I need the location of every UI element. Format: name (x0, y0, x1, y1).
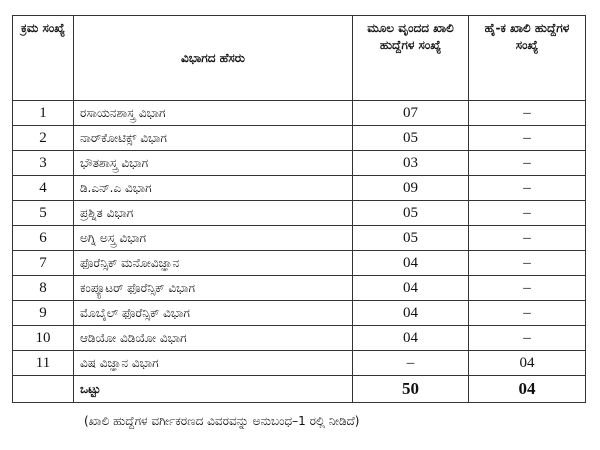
department-name-cell: ಮೊಬೈಲ್ ಫೊರೆನ್ಸಿಕ್ ವಿಭಾಗ (74, 301, 353, 326)
table-row (13, 326, 586, 351)
hk-vacancies-cell: – (469, 276, 586, 301)
table-header-row (13, 16, 586, 101)
hk-vacancies-cell: – (469, 301, 586, 326)
department-name-cell: ಪ್ರಶ್ನಿತ ವಿಭಾಗ (74, 201, 353, 226)
table-row (13, 301, 586, 326)
header-original-vacancies: ಮೂಲ ವೃಂದದ ಖಾಲಿ ಹುದ್ದೆಗಳ ಸಂಖ್ಯೆ (353, 16, 469, 101)
department-name-cell: ಆಡಿಯೋ ವಿಡಿಯೋ ವಿಭಾಗ (74, 326, 353, 351)
total-label: ಒಟ್ಟು (74, 376, 353, 403)
original-vacancies-cell: 07 (353, 101, 469, 126)
table-body (13, 101, 586, 403)
table-row (13, 101, 586, 126)
hk-vacancies-cell: – (469, 151, 586, 176)
table-row (13, 226, 586, 251)
serial-cell: 7 (13, 251, 74, 276)
original-vacancies-cell: 05 (353, 126, 469, 151)
serial-cell: 1 (13, 101, 74, 126)
serial-cell: 11 (13, 351, 74, 376)
department-name-cell: ರಸಾಯನಶಾಸ್ತ್ರ ವಿಭಾಗ (74, 101, 353, 126)
original-vacancies-cell: 03 (353, 151, 469, 176)
serial-cell: 10 (13, 326, 74, 351)
header-department-name: ವಿಭಾಗದ ಹೆಸರು (74, 16, 353, 101)
vacancy-table (12, 15, 586, 403)
original-vacancies-cell: 04 (353, 251, 469, 276)
hk-vacancies-cell: – (469, 326, 586, 351)
department-name-cell: ನಾರ್‌ಕೋಟಿಕ್ಸ್ ವಿಭಾಗ (74, 126, 353, 151)
table-row (13, 351, 586, 376)
serial-cell: 6 (13, 226, 74, 251)
serial-cell: 2 (13, 126, 74, 151)
department-name-cell: ವಿಷ ವಿಜ್ಞಾನ ವಿಭಾಗ (74, 351, 353, 376)
header-hk-vacancies: ಹೈ-ಕ ಖಾಲಿ ಹುದ್ದೆಗಳ ಸಂಖ್ಯೆ (469, 16, 586, 101)
hk-vacancies-cell: 04 (469, 351, 586, 376)
total-original-vacancies: 50 (353, 376, 469, 403)
table-row (13, 126, 586, 151)
department-name-cell: ಡಿ.ಎನ್.ಎ ವಿಭಾಗ (74, 176, 353, 201)
hk-vacancies-cell: – (469, 251, 586, 276)
table-row (13, 176, 586, 201)
total-hk-vacancies: 04 (469, 376, 586, 403)
footnote: (ಖಾಲಿ ಹುದ್ದೆಗಳ ವರ್ಗೀಕರಣದ ವಿವರವನ್ನು ಅನುಬಂಧ–1 ರಲ್ಲಿ ನೀಡಿದೆ) (84, 414, 360, 428)
serial-cell: 9 (13, 301, 74, 326)
original-vacancies-cell: 04 (353, 326, 469, 351)
hk-vacancies-cell: – (469, 126, 586, 151)
hk-vacancies-cell: – (469, 176, 586, 201)
total-row (13, 376, 586, 403)
table-row (13, 201, 586, 226)
hk-vacancies-cell: – (469, 226, 586, 251)
serial-cell: 8 (13, 276, 74, 301)
department-name-cell: ಅಗ್ನಿ ಅಸ್ತ್ರ ವಿಭಾಗ (74, 226, 353, 251)
department-name-cell: ಕಂಪ್ಯೂಟರ್ ಫೊರೆನ್ಸಿಕ್ ವಿಭಾಗ (74, 276, 353, 301)
original-vacancies-cell: 04 (353, 276, 469, 301)
table-row (13, 251, 586, 276)
department-name-cell: ಭೌತಶಾಸ್ತ್ರ ವಿಭಾಗ (74, 151, 353, 176)
table-row (13, 151, 586, 176)
original-vacancies-cell: 09 (353, 176, 469, 201)
original-vacancies-cell: 04 (353, 301, 469, 326)
original-vacancies-cell: 05 (353, 201, 469, 226)
total-serial-cell (13, 376, 74, 403)
serial-cell: 3 (13, 151, 74, 176)
serial-cell: 5 (13, 201, 74, 226)
serial-cell: 4 (13, 176, 74, 201)
hk-vacancies-cell: – (469, 201, 586, 226)
original-vacancies-cell: – (353, 351, 469, 376)
table-row (13, 276, 586, 301)
header-serial: ಕ್ರಮ ಸಂಖ್ಯೆ (13, 16, 74, 101)
original-vacancies-cell: 05 (353, 226, 469, 251)
hk-vacancies-cell: – (469, 101, 586, 126)
department-name-cell: ಫೊರೆನ್ಸಿಕ್ ಮನೋವಿಜ್ಞಾನ (74, 251, 353, 276)
